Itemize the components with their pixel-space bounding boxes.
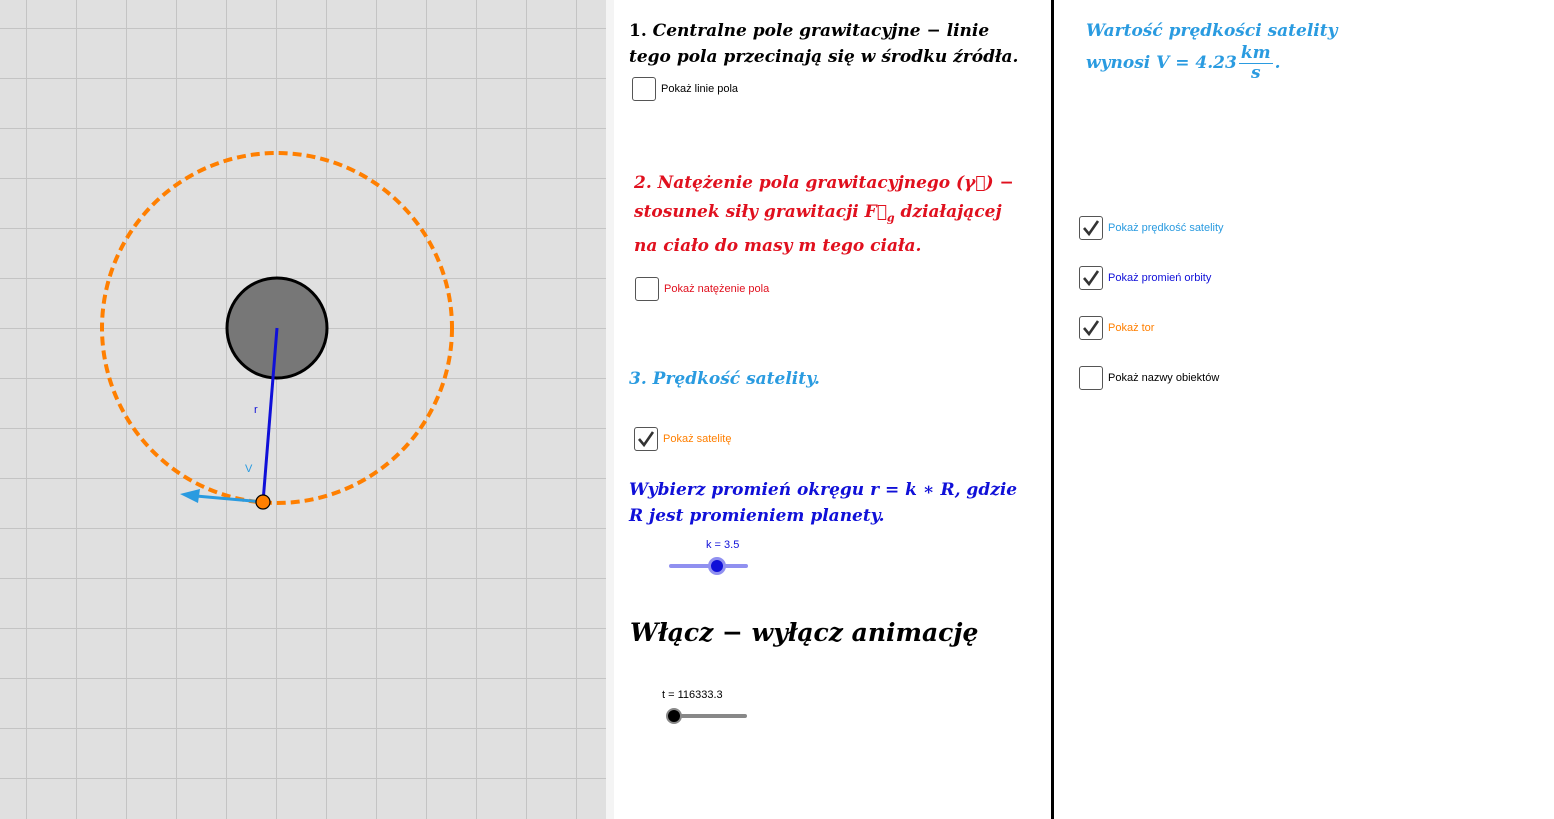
checkbox-label: Pokaż linie pola <box>661 83 739 95</box>
section3-heading <box>629 369 820 389</box>
velocity-line2: wynosi V = 4.23 <box>1086 53 1237 74</box>
animation-title: Włącz − wyłącz animację <box>630 618 979 647</box>
checkbox-show-satellite[interactable] <box>634 427 731 451</box>
panel-divider <box>1051 0 1054 819</box>
section1-line2: tego pola przecinają się w środku źródła. <box>629 47 1019 67</box>
satellite[interactable] <box>256 495 270 509</box>
view-splitter[interactable] <box>606 0 614 819</box>
checkbox-show-object-names[interactable] <box>1079 366 1219 390</box>
velocity-arrowhead <box>180 489 200 503</box>
section2-line2a: stosunek siły grawitacji <box>634 202 859 222</box>
force-symbol: F⃗ <box>864 202 887 222</box>
checkbox-box[interactable] <box>1079 316 1103 340</box>
section1-line1: Centralne pole grawitacyjne − linie <box>652 21 990 41</box>
checkmark-icon <box>1082 319 1100 337</box>
checkbox-box[interactable] <box>1079 216 1103 240</box>
t-slider-label: t = 116333.3 <box>662 689 723 701</box>
checkbox-label: Pokaż nazwy obiektów <box>1108 372 1220 384</box>
graphics-canvas[interactable] <box>0 0 606 819</box>
checkbox-label: Pokaż satelitę <box>663 433 732 445</box>
k-slider-label: k = 3.5 <box>706 539 740 551</box>
checkbox-label: Pokaż prędkość satelity <box>1108 222 1224 234</box>
velocity-line1: Wartość prędkości satelity <box>1086 21 1338 41</box>
k-slider-thumb[interactable] <box>710 559 725 574</box>
velocity-unit <box>1239 44 1273 82</box>
velocity-unit-numerator: km <box>1240 43 1271 63</box>
k-slider[interactable] <box>668 555 752 577</box>
section2-line3: na ciało do masy m tego ciała. <box>634 236 922 257</box>
checkbox-show-field-strength[interactable] <box>635 277 769 301</box>
checkbox-show-field-lines[interactable] <box>632 77 738 101</box>
radius-instruction <box>629 477 1017 529</box>
checkbox-box[interactable] <box>1079 266 1103 290</box>
checkbox-label: Pokaż natężenie pola <box>664 283 770 295</box>
graphics-view[interactable] <box>0 0 606 819</box>
t-slider[interactable] <box>664 705 752 727</box>
section2-line1: 2. Natężenie pola grawitacyjnego (γ⃗) − <box>634 173 1014 193</box>
section2-line2b: działającej <box>900 202 1002 222</box>
t-slider-thumb[interactable] <box>667 709 681 723</box>
section1-heading <box>629 18 1018 70</box>
checkmark-icon <box>1082 219 1100 237</box>
checkmark-icon <box>637 430 655 448</box>
checkbox-box[interactable] <box>635 277 659 301</box>
checkmark-icon <box>1082 269 1100 287</box>
radius-line2: R jest promieniem planety. <box>629 506 885 526</box>
section1-number: 1. <box>629 21 647 41</box>
velocity-label: V <box>245 463 253 475</box>
radius-line1: Wybierz promień okręgu r = k ∗ R, gdzie <box>629 480 1018 500</box>
checkbox-label: Pokaż promień orbity <box>1108 272 1212 284</box>
force-subscript: g <box>886 211 895 225</box>
checkbox-show-satellite-velocity[interactable] <box>1079 216 1224 240</box>
velocity-unit-denominator: s <box>1250 62 1261 83</box>
radius-label: r <box>254 404 258 416</box>
checkbox-show-orbit-path[interactable] <box>1079 316 1154 340</box>
velocity-value-text <box>1086 18 1337 82</box>
section3-title: 3. Prędkość satelity. <box>629 369 820 389</box>
animation-heading[interactable] <box>630 618 978 647</box>
checkbox-show-orbit-radius[interactable] <box>1079 266 1211 290</box>
section2-heading <box>634 169 1014 261</box>
checkbox-box[interactable] <box>632 77 656 101</box>
velocity-end: . <box>1274 53 1281 74</box>
checkbox-label: Pokaż tor <box>1108 322 1155 334</box>
checkbox-box[interactable] <box>1079 366 1103 390</box>
checkbox-box[interactable] <box>634 427 658 451</box>
